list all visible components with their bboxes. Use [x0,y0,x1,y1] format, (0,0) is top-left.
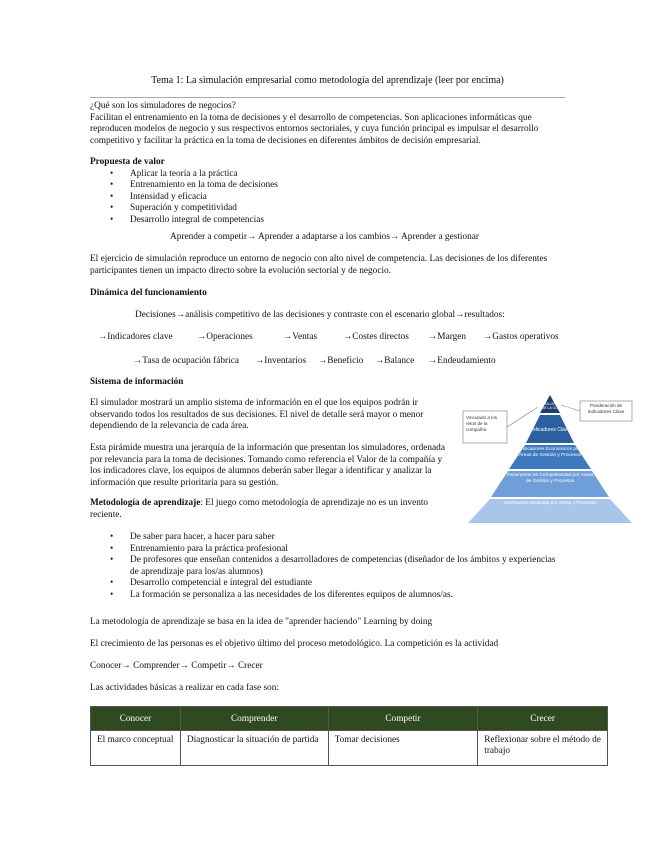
table-cell: Diagnosticar la situación de partida [180,731,328,766]
info-paragraph-2: Esta pirámide muestra una jerarquía de la información que presentan los simuladores, ordenada por relevancia para la toma de decisiones. Tomando como referencia el Valor de la compañía y los indicadores clave, los equipos de alumnos deberán saber llegar a identificar y analizar la información que resulte prioritaria para su gestión. [90,443,445,488]
flow-item: →Operaciones [197,332,253,342]
flow-item: →Endeudamiento [428,356,496,366]
value-list [90,169,565,227]
callout-left-label: Vinculado a los retos de la compañía [466,415,498,432]
value-heading: Propuesta de valor [90,157,165,167]
flow-item: →Tasa de ocupación fábrica [133,356,239,366]
closing-paragraph-4: Las actividades básicas a realizar en cada fase son: [90,683,279,693]
table-header-cell: Competir [328,707,478,731]
flow-item: →Inventarios [255,356,307,366]
flow-item: →Beneficio [318,356,364,366]
method-list-section [90,532,565,602]
page-title: Tema 1: La simulación empresarial como metodología del aprendizaje (leer por encima) [151,75,504,86]
title-divider [90,97,565,98]
closing-paragraph-2: El crecimiento de las personas es el objetivo último del proceso metodológico. La competición es la actividad [90,639,499,649]
table-cell: Reflexionar sobre el método de trabajo [478,731,608,766]
method-text: : El juego como metodología de aprendizaje no es un invento reciente. [90,498,429,520]
list-item: • Superación y competitividad [90,203,565,215]
info-heading: Sistema de información [90,377,184,387]
pyramid-level-2-wrap [509,447,591,469]
list-item: • De profesores que enseñan contenidos a desarrolladores de competencias (diseñador de los ámbitos y experiencias de aprendizaje para los/as alumnos) [90,555,565,578]
pyramid-apex-label: VALOR VALOR DE LA COMPAÑÍA [528,402,572,410]
pyramid-level-4-wrap [468,501,632,523]
flow-item: →Indicadores clave [98,332,173,342]
closing-paragraph-3: Conocer→ Comprender→ Competir→ Crecer [90,661,263,671]
callout-left-line [507,407,538,427]
method-label: Metodología de aprendizaje [90,498,201,508]
intro-question: ¿Qué son los simuladores de negocios? [90,101,236,111]
pyramid-level-4-label: Información detallada por Áreas y Procesos [503,501,597,506]
method-intro [90,498,445,521]
pyramid-apex-text: VALOR DE LA COMPAÑÍA [528,406,572,410]
callout-left-wrap [464,413,506,443]
closing-paragraph-1: La metodología de aprendizaje se basa en la idea de "aprender haciendo" Learning by doing [90,617,433,627]
information-pyramid [462,393,638,525]
intro-text: Facilitan el entrenamiento en la toma de decisiones y el desarrollo de competencias. Son aplicaciones informáticas que reproducen modelos de negocio y sus respectivos entornos sectoriales, y cuya función principal es impulsar el desarrollo competitivo y facilitar la práctica en la toma de decisiones en diferentes ámbitos de decisión empresarial. [90,112,539,146]
dynamics-flow: Decisiones→análisis competitivo de las decisiones y contraste con el escenario global→resultados: [135,310,505,320]
dynamics-row-2 [0,356,655,368]
table-header-cell: Comprender [180,707,328,731]
list-item: • Desarrollo competencial e integral del estudiante [90,578,565,590]
flow-item: →Margen [428,332,467,342]
value-flow: Aprender a competir→ Aprender a adaptarse a los cambios→ Aprender a gestionar [170,232,480,242]
callout-right-wrap [581,402,631,420]
intro-section [90,101,565,147]
callout-right-label: Ponderación de Indicadores Clave [587,403,625,414]
list-item: • Aplicar la teoría a la práctica [90,169,565,181]
table-header-row [91,707,608,731]
pyramid-level-2-label: Indicadores Económicos por Áreas de Gestión y Procesos [518,447,582,458]
list-item: • Intensidad y eficacia [90,192,565,204]
flow-item: →Gastos operativos [483,332,559,342]
pyramid-level-3-wrap [492,473,608,497]
info-paragraph-1: El simulador mostrará un amplio sistema de información en el que los equipos podrán ir observando todos los resultados de sus decisiones. El nivel de detalle será mayor o menor dependiendo de la relevancia de cada área. [90,398,424,432]
table-row [91,731,608,766]
value-section [90,157,565,227]
dynamics-heading: Dinámica del funcionamiento [90,288,207,298]
flow-item: →Ventas [283,332,318,342]
flow-item: →Costes directos [343,332,409,342]
table-cell: Tomar decisiones [328,731,478,766]
activities-table [90,706,608,766]
dynamics-row-1 [0,332,655,344]
list-item: • Desarrollo integral de competencias [90,215,565,227]
table-header-cell: Crecer [478,707,608,731]
pyramid-level-1-label: Indicadores Clave [529,427,571,433]
table-header-cell: Conocer [91,707,181,731]
list-item: • La formación se personaliza a las necesidades de los diferentes equipos de alumnos/as. [90,590,565,602]
table-cell: El marco conceptual [91,731,181,766]
simulation-text: El ejercicio de simulación reproduce un entorno de negocio con alto nivel de competencia. Las decisiones de los diferentes participantes tienen un impacto directo sobre la evolución sectorial y de negocio. [90,254,548,276]
method-list [90,532,565,602]
pyramid-level-3-label: Parámetros de Competitividad por Áreas de Gestión y Procesos [506,473,594,484]
flow-item: →Balance [375,356,415,366]
list-item: • Entrenamiento para la práctica profesional [90,544,565,556]
list-item: • Entrenamiento en la toma de decisiones [90,180,565,192]
list-item: • De saber para hacer, a hacer para saber [90,532,565,544]
